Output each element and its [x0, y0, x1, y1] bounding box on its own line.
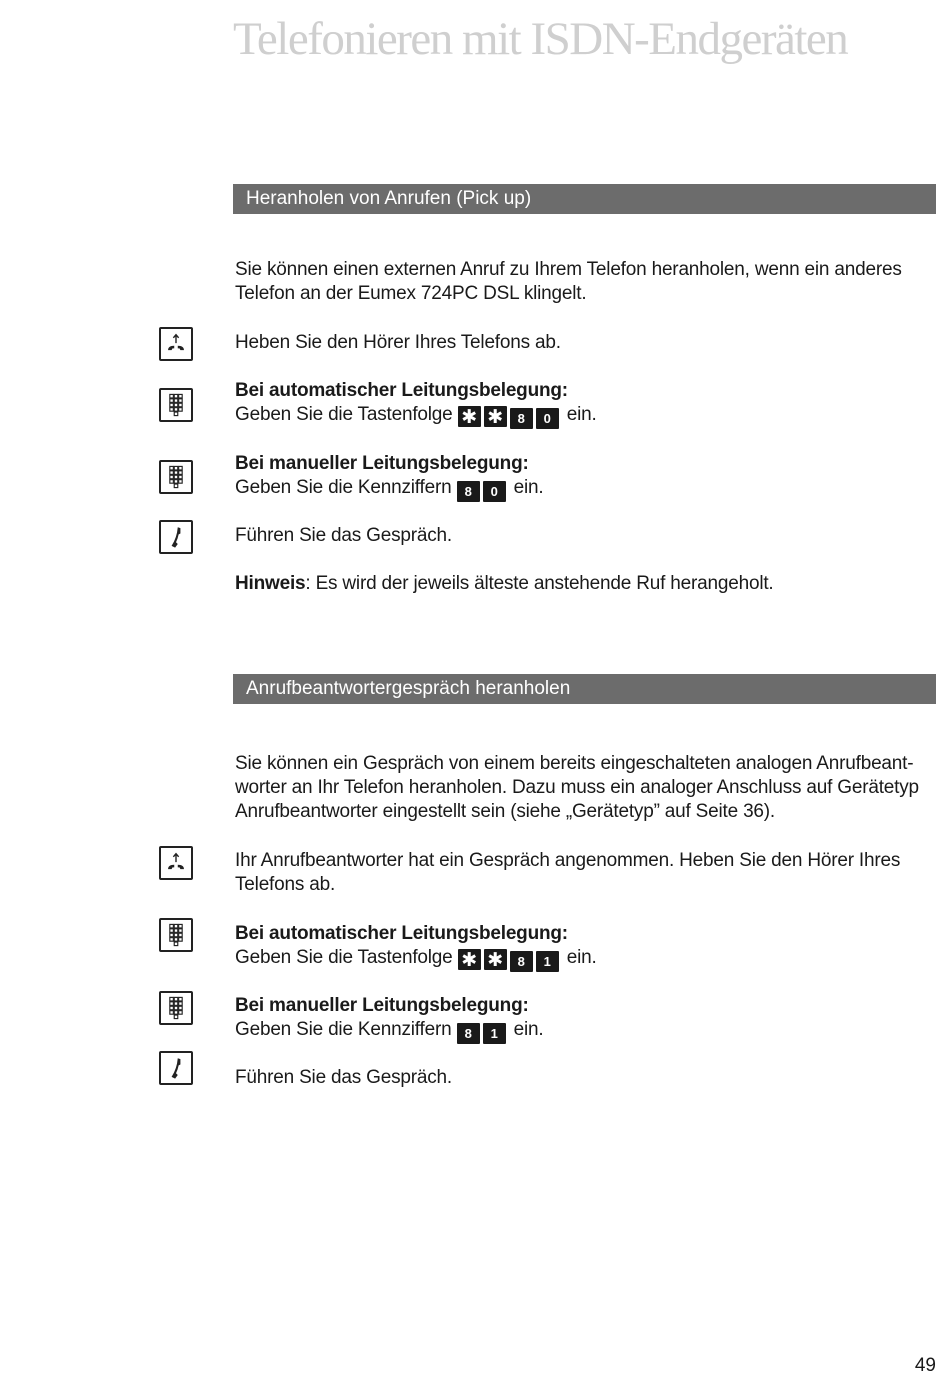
intro-text — [235, 258, 925, 306]
key-star: ✱ — [484, 406, 507, 427]
key-star: ✱ — [458, 406, 481, 427]
keypad-icon — [159, 460, 193, 494]
key-1: 1 — [483, 1023, 506, 1044]
intro-line: Telefon an der Eumex 724PC DSL klingelt. — [235, 283, 587, 304]
intro-line: Sie können ein Gespräch von einem bereits eingeschalteten analogen Anrufbeant- — [235, 753, 914, 774]
manual-label: Bei manueller Leitungsbelegung: — [235, 995, 529, 1016]
key-8: 8 — [510, 951, 533, 972]
key-star: ✱ — [458, 949, 481, 970]
step-offhook: Heben Sie den Hörer Ihres Telefons ab. — [235, 332, 561, 353]
manual-prefix: Geben Sie die Kennziffern — [235, 1019, 452, 1040]
intro-line: Anrufbeantworter eingestellt sein (siehe „Gerätetyp” auf Seite 36). — [235, 801, 776, 822]
step-auto — [235, 379, 925, 429]
key-8: 8 — [457, 481, 480, 502]
auto-prefix: Geben Sie die Tastenfolge — [235, 404, 453, 425]
key-8: 8 — [457, 1023, 480, 1044]
suffix: ein. — [566, 404, 597, 425]
intro-line: worter an Ihr Telefon heranholen. Dazu muss ein analoger Anschluss auf Gerätetyp — [235, 777, 919, 798]
step-auto — [235, 922, 925, 972]
offhook-icon — [159, 846, 193, 880]
manual-prefix: Geben Sie die Kennziffern — [235, 477, 452, 498]
key-star: ✱ — [484, 949, 507, 970]
keypad-icon — [159, 388, 193, 422]
auto-prefix: Geben Sie die Tastenfolge — [235, 947, 453, 968]
talk-icon — [159, 520, 193, 554]
offhook-icon — [159, 327, 193, 361]
step-offhook — [235, 849, 925, 897]
step-manual — [235, 994, 925, 1044]
section-heading-pickup: Heranholen von Anrufen (Pick up) — [233, 184, 936, 214]
step-line: Ihr Anrufbeantworter hat ein Gespräch angenommen. Heben Sie den Hörer Ihres — [235, 850, 901, 871]
page-title: Telefonieren mit ISDN-Endgeräten — [233, 13, 848, 65]
key-8: 8 — [510, 408, 533, 429]
key-0: 0 — [483, 481, 506, 502]
suffix: ein. — [513, 1019, 544, 1040]
intro-text — [235, 752, 925, 824]
step-line: Telefons ab. — [235, 874, 336, 895]
note-label: Hinweis — [235, 573, 306, 594]
key-1: 1 — [536, 951, 559, 972]
note-text: : Es wird der jeweils älteste anstehende Ruf herangeholt. — [305, 573, 774, 594]
step-talk: Führen Sie das Gespräch. — [235, 525, 452, 546]
intro-line: Sie können einen externen Anruf zu Ihrem Telefon heranholen, wenn ein anderes — [235, 259, 902, 280]
note — [235, 572, 925, 596]
auto-label: Bei automatischer Leitungsbelegung: — [235, 380, 568, 401]
step-talk: Führen Sie das Gespräch. — [235, 1067, 452, 1088]
auto-label: Bei automatischer Leitungsbelegung: — [235, 923, 568, 944]
keypad-icon — [159, 991, 193, 1025]
page-number: 49 — [914, 1355, 936, 1376]
suffix: ein. — [513, 477, 544, 498]
step-manual — [235, 452, 925, 502]
keypad-icon — [159, 918, 193, 952]
key-0: 0 — [536, 408, 559, 429]
talk-icon — [159, 1051, 193, 1085]
section-heading-answering-machine: Anrufbeantwortergespräch heranholen — [233, 674, 936, 704]
manual-label: Bei manueller Leitungsbelegung: — [235, 453, 529, 474]
suffix: ein. — [566, 947, 597, 968]
